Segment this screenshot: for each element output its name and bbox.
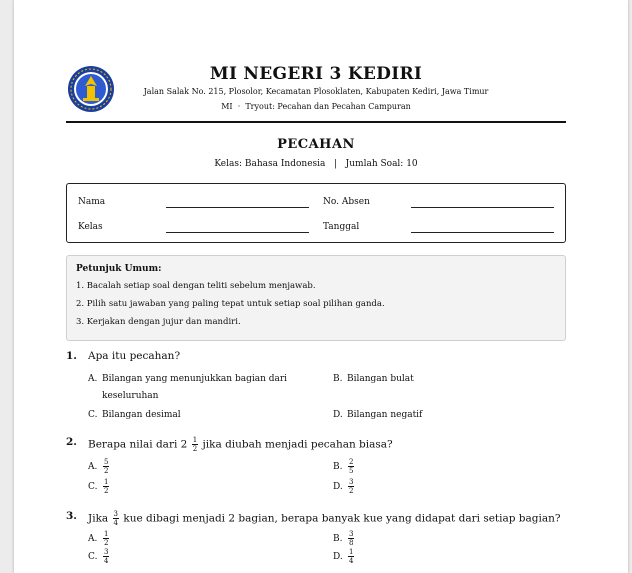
numerator: 1 (192, 436, 198, 444)
instruction-item: 1. Bacalah setiap soal dengan teliti sebelum menjawab. (76, 281, 316, 291)
denominator: 2 (104, 539, 109, 547)
denominator: 4 (349, 557, 354, 565)
question-text-part: Berapa nilai dari 2 (88, 438, 188, 451)
option-letter: B. (333, 374, 343, 384)
question-text: Apa itu pecahan? (88, 350, 181, 362)
school-header (66, 56, 566, 124)
instruction-item: 2. Pilih satu jawaban yang paling tepat untuk setiap soal pilihan ganda. (76, 299, 385, 309)
denominator: 8 (349, 539, 354, 547)
school-name: MI NEGERI 3 KEDIRI (209, 64, 423, 84)
option-a[interactable] (88, 374, 287, 384)
numerator: 3 (104, 548, 109, 556)
option-letter: D. (333, 552, 343, 562)
option-letter: D. (333, 482, 343, 492)
nama-label: Nama (78, 197, 106, 207)
option-letter: A. (88, 534, 98, 544)
option-text: keseluruhan (102, 391, 159, 401)
option-fraction (103, 458, 109, 475)
kelas-label: Kelas (78, 222, 103, 232)
option-c[interactable] (88, 478, 110, 495)
option-c[interactable] (88, 410, 181, 420)
question-text (88, 510, 561, 527)
denominator: 2 (349, 487, 354, 495)
option-fraction (103, 548, 109, 565)
numerator: 3 (113, 510, 119, 518)
tanggal-label: Tanggal (323, 222, 360, 232)
question-text-part: jika diubah menjadi pecahan biasa? (202, 438, 393, 451)
option-d[interactable] (333, 478, 355, 495)
denominator: 5 (349, 467, 354, 475)
option-a[interactable] (88, 530, 110, 547)
denominator: 2 (104, 467, 109, 475)
option-b[interactable] (333, 374, 414, 384)
question-text-part: Jika (88, 512, 109, 525)
option-c[interactable] (88, 548, 110, 565)
option-letter: C. (88, 410, 98, 420)
subtitle-separator: | (334, 159, 338, 169)
tanggal-field[interactable] (411, 232, 554, 233)
identity-row (78, 222, 554, 236)
instructions-box (66, 255, 566, 341)
denominator: 4 (113, 519, 119, 527)
mixed-fraction (192, 436, 198, 453)
header-divider (66, 121, 566, 123)
option-letter: C. (88, 552, 98, 562)
class-label: Kelas: Bahasa Indonesia (214, 159, 326, 169)
question-text (88, 436, 393, 453)
identity-box (66, 183, 566, 243)
option-a[interactable] (88, 458, 110, 475)
option-letter: B. (333, 462, 343, 472)
question-count: Jumlah Soal: 10 (345, 159, 418, 169)
option-text: Bilangan bulat (347, 374, 414, 384)
numerator: 3 (349, 530, 354, 538)
question-3 (66, 510, 566, 570)
option-fraction (103, 530, 109, 547)
denominator: 4 (104, 557, 109, 565)
school-address: Jalan Salak No. 215, Plosolor, Kecamatan Plosoklaten, Kabupaten Kediri, Jawa Timur (143, 87, 489, 96)
option-d[interactable] (333, 548, 355, 565)
numerator: 2 (349, 458, 354, 466)
option-fraction (348, 548, 354, 565)
question-number: 1. (66, 350, 77, 362)
denominator: 2 (104, 487, 109, 495)
option-d[interactable] (333, 410, 422, 420)
numerator: 1 (349, 548, 354, 556)
question-fraction (113, 510, 119, 527)
no-absen-label: No. Absen (323, 197, 370, 207)
question-1 (66, 350, 566, 430)
kelas-field[interactable] (166, 232, 309, 233)
option-letter: D. (333, 410, 343, 420)
level-label: MI (221, 102, 233, 111)
numerator: 1 (104, 478, 109, 486)
instruction-item: 3. Kerjakan dengan jujur dan mandiri. (76, 317, 241, 327)
option-letter: A. (88, 462, 98, 472)
exam-meta (66, 102, 566, 111)
option-fraction (348, 530, 354, 547)
denominator: 2 (192, 445, 198, 453)
question-text-part: kue dibagi menjadi 2 bagian, berapa banyak kue yang didapat dari setiap bagian? (123, 512, 561, 525)
instructions-heading: Petunjuk Umum: (76, 264, 162, 274)
worksheet-page (14, 0, 628, 573)
option-a-continued (102, 391, 158, 401)
option-letter: B. (333, 534, 343, 544)
option-fraction (103, 478, 109, 495)
exam-label: Tryout: Pecahan dan Pecahan Campuran (245, 102, 411, 111)
option-b[interactable] (333, 458, 355, 475)
option-b[interactable] (333, 530, 355, 547)
option-text: Bilangan yang menunjukkan bagian dari (102, 374, 288, 384)
question-number: 2. (66, 436, 77, 448)
option-letter: A. (88, 374, 98, 384)
question-2 (66, 436, 566, 496)
page-title: PECAHAN (277, 137, 355, 152)
option-text: Bilangan desimal (102, 410, 181, 420)
question-number: 3. (66, 510, 77, 522)
option-letter: C. (88, 482, 98, 492)
nama-field[interactable] (166, 207, 309, 208)
identity-row (78, 197, 554, 211)
numerator: 5 (104, 458, 109, 466)
page-subtitle (66, 159, 566, 169)
meta-separator: · (237, 102, 241, 111)
option-fraction (348, 478, 354, 495)
numerator: 1 (104, 530, 109, 538)
numerator: 3 (349, 478, 354, 486)
option-text: Bilangan negatif (347, 410, 423, 420)
no-absen-field[interactable] (411, 207, 554, 208)
option-fraction (348, 458, 354, 475)
